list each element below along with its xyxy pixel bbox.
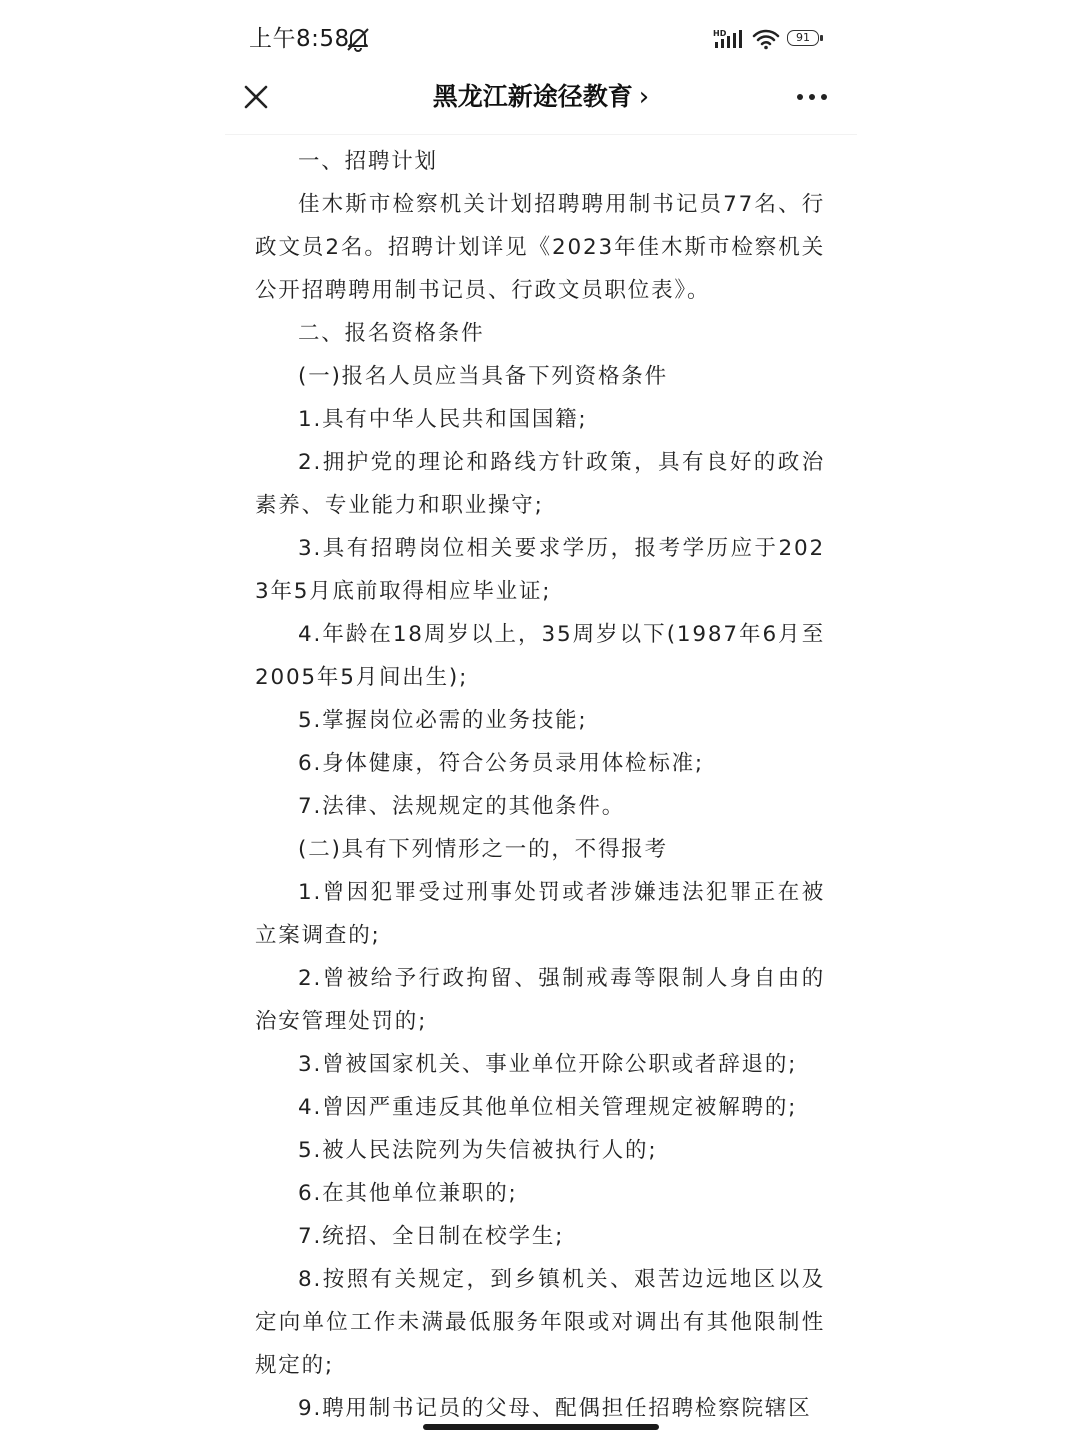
- article-paragraph: 8.按照有关规定，到乡镇机关、艰苦边远地区以及定向单位工作未满最低服务年限或对调出有其他限制性规定的;: [255, 1267, 825, 1378]
- article-paragraph: 6.身体健康，符合公务员录用体检标准;: [298, 751, 704, 776]
- article-paragraph: 一、招聘计划: [298, 149, 438, 174]
- account-title-link[interactable]: [335, 80, 747, 114]
- more-dot-icon: [821, 94, 827, 100]
- phone-screen: [225, 0, 857, 1440]
- chevron-right-icon: ›: [638, 82, 650, 112]
- article-body: [255, 140, 825, 1430]
- account-title: 黑龙江新途径教育: [432, 82, 633, 111]
- article-paragraph: (一)报名人员应当具备下列资格条件: [298, 364, 668, 389]
- signal-hd-icon: [713, 28, 745, 50]
- more-dot-icon: [797, 94, 803, 100]
- status-bar: [225, 0, 857, 80]
- wifi-icon: [752, 28, 780, 50]
- home-indicator[interactable]: [423, 1424, 659, 1430]
- status-time: 上午8:58: [249, 26, 350, 52]
- article-paragraph: 二、报名资格条件: [298, 321, 485, 346]
- notification-mute-icon: [345, 26, 371, 52]
- more-options-button[interactable]: [795, 86, 829, 108]
- nav-bar: [225, 80, 857, 135]
- article-paragraph: 1.具有中华人民共和国国籍;: [298, 407, 588, 432]
- article-paragraph: 5.掌握岗位必需的业务技能;: [298, 708, 588, 733]
- article-paragraph: 3.具有招聘岗位相关要求学历，报考学历应于2023年5月底前取得相应毕业证;: [255, 536, 825, 604]
- battery-level: 91: [787, 30, 819, 46]
- article-paragraph: 佳木斯市检察机关计划招聘聘用制书记员77名、行政文员2名。招聘计划详见《2023年佳木斯市检察机关公开招聘聘用制书记员、行政文员职位表》。: [255, 192, 825, 303]
- article-paragraph: (二)具有下列情形之一的，不得报考: [298, 837, 668, 862]
- close-icon[interactable]: [241, 82, 271, 112]
- article-paragraph: 5.被人民法院列为失信被执行人的;: [298, 1138, 658, 1163]
- article-paragraph: 7.法律、法规规定的其他条件。: [298, 794, 626, 819]
- article-paragraph: 3.曾被国家机关、事业单位开除公职或者辞退的;: [298, 1052, 798, 1077]
- battery-indicator: [787, 30, 825, 48]
- article-paragraph: 4.曾因严重违反其他单位相关管理规定被解聘的;: [298, 1095, 798, 1120]
- article-paragraph: 6.在其他单位兼职的;: [298, 1181, 518, 1206]
- article-paragraph: 1.曾因犯罪受过刑事处罚或者涉嫌违法犯罪正在被立案调查的;: [255, 880, 825, 948]
- article-paragraph: 4.年龄在18周岁以上，35周岁以下(1987年6月至2005年5月间出生);: [255, 622, 825, 690]
- svg-text:HD: HD: [713, 29, 727, 38]
- article-paragraph: 2.拥护党的理论和路线方针政策，具有良好的政治素养、专业能力和职业操守;: [255, 450, 825, 518]
- article-paragraph: 9.聘用制书记员的父母、配偶担任招聘检察院辖区: [298, 1396, 812, 1421]
- article-paragraph: 2.曾被给予行政拘留、强制戒毒等限制人身自由的治安管理处罚的;: [255, 966, 825, 1034]
- more-dot-icon: [809, 94, 815, 100]
- article-paragraph: 7.统招、全日制在校学生;: [298, 1224, 565, 1249]
- battery-tip: [820, 35, 823, 41]
